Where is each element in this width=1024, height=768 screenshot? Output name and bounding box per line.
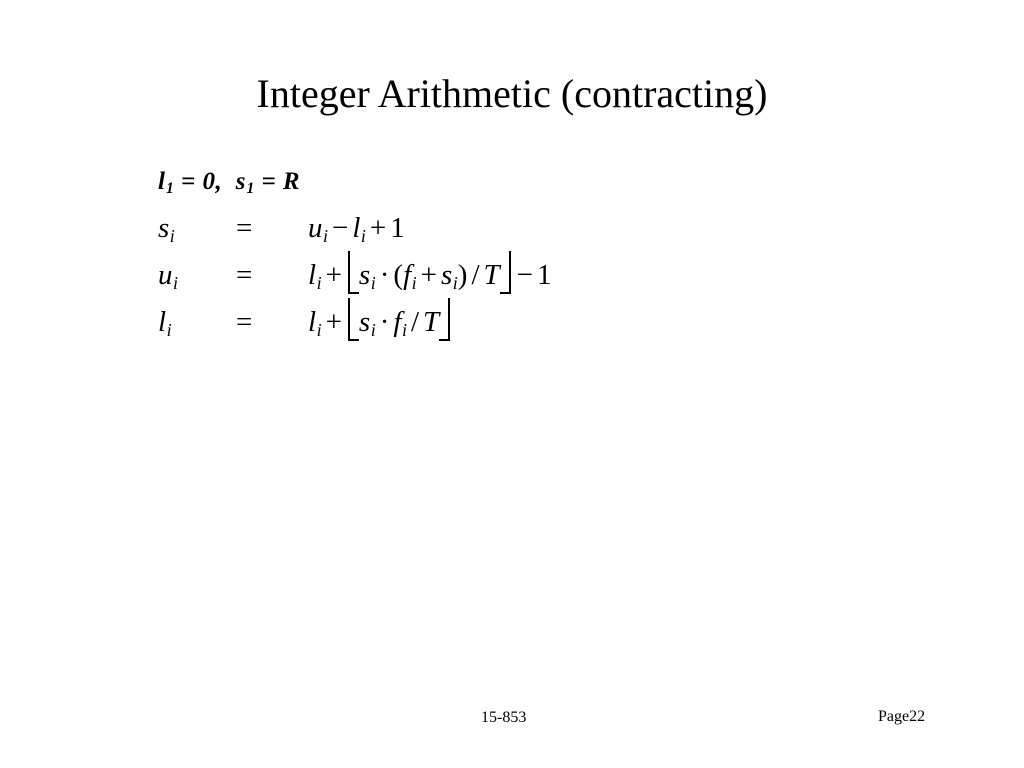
- init-s-var: s: [235, 168, 246, 195]
- equation-u-lhs-var: u: [158, 259, 173, 292]
- sym-plus: +: [325, 259, 342, 292]
- sym-i: i: [316, 320, 322, 341]
- sym-f: f: [403, 259, 412, 292]
- equation-row-u: [158, 259, 552, 294]
- page-title: Integer Arithmetic (contracting): [256, 71, 768, 116]
- equation-l-equals: =: [236, 306, 253, 339]
- equation-l-rhs: [308, 306, 452, 341]
- floor-bracket-group: [348, 306, 450, 341]
- equation-u-lhs-subscript: i: [173, 273, 178, 294]
- init-l-equals: = 0,: [174, 168, 223, 195]
- sym-i: i: [370, 320, 376, 341]
- equation-block: [158, 168, 552, 353]
- sym-l: l: [308, 306, 317, 339]
- sym-T: T: [423, 306, 440, 339]
- footer-page-number: Page22: [878, 708, 926, 725]
- sym-f: f: [393, 306, 402, 339]
- sym-dot: ·: [379, 306, 390, 339]
- sym-l: l: [352, 212, 361, 245]
- sym-plus: +: [325, 306, 342, 339]
- sym-i: i: [370, 273, 376, 294]
- equation-u-equals: =: [236, 259, 253, 292]
- sym-slash: /: [410, 306, 420, 339]
- sym-one: 1: [390, 212, 405, 245]
- sym-s: s: [440, 259, 453, 292]
- sym-u: u: [308, 212, 323, 245]
- equation-l-lhs-var: l: [158, 306, 167, 339]
- equation-l-lhs-subscript: i: [166, 320, 172, 341]
- equation-s-lhs-subscript: i: [169, 226, 175, 247]
- init-s-equals: = R: [254, 168, 301, 195]
- sym-i: i: [411, 273, 417, 294]
- floor-bracket-group: [348, 259, 511, 294]
- sym-dot: ·: [379, 259, 390, 292]
- equation-u-rhs: [308, 259, 552, 294]
- equation-l-lhs: [158, 306, 236, 341]
- sym-i: i: [316, 273, 322, 294]
- equation-row-s: [158, 212, 552, 247]
- sym-l: l: [308, 259, 317, 292]
- sym-slash: /: [471, 259, 480, 292]
- sym-close-paren: ): [457, 259, 468, 292]
- init-s-subscript: 1: [246, 180, 255, 198]
- sym-s: s: [358, 306, 371, 339]
- equation-s-equals: =: [236, 212, 253, 245]
- equation-row-l: [158, 306, 552, 341]
- sym-i: i: [401, 320, 407, 341]
- sym-T: T: [483, 259, 500, 292]
- sym-i: i: [452, 273, 458, 294]
- sym-i: i: [360, 226, 366, 247]
- init-l-subscript: 1: [165, 180, 175, 198]
- sym-one: 1: [537, 259, 552, 292]
- sym-plus: +: [369, 212, 387, 245]
- sym-minus: −: [332, 212, 349, 245]
- sym-open-paren: (: [393, 259, 404, 292]
- equation-s-lhs: [158, 212, 236, 247]
- init-l-var: l: [158, 168, 166, 195]
- sym-s: s: [358, 259, 371, 292]
- sym-minus: −: [516, 259, 534, 292]
- equation-s-rhs: [308, 212, 405, 247]
- sym-plus: +: [420, 259, 437, 292]
- equation-s-lhs-var: s: [158, 212, 170, 245]
- initial-conditions-line: [158, 168, 552, 198]
- equation-u-lhs: [158, 259, 236, 294]
- footer-course-code: 15-853: [481, 709, 527, 726]
- sym-i: i: [323, 226, 328, 247]
